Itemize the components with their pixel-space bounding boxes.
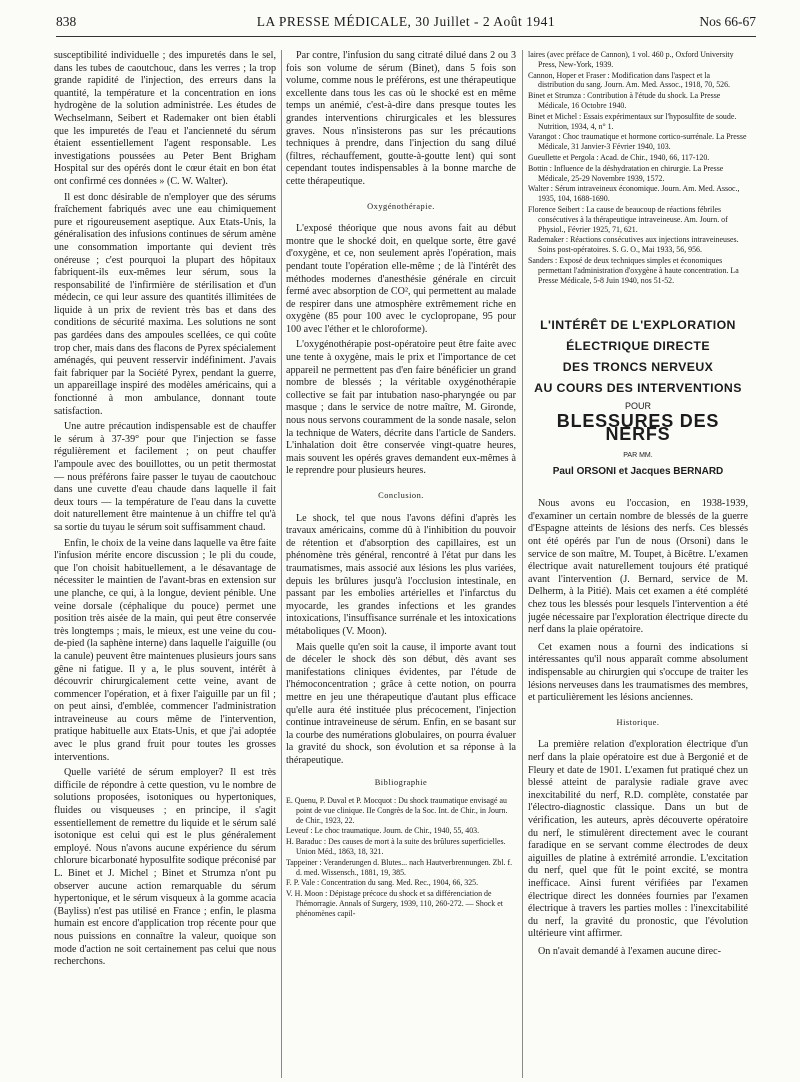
byline-prefix: PAR MM. [623,452,653,460]
article-title-block [528,315,748,478]
column-rule [281,50,282,1078]
paragraph: Par contre, l'infusion du sang citraté dilué dans 2 ou 3 fois son volume de sérum (Binet), dans 5 fois son volume, comme nous le préférons, est une thérapeutique excellente dans tous les cas où le shocké est en même temps un anémié, c'est-à-dire dans presque toutes les grandes interventions chirurgicales et les blessures graves. Nous n'insisterons pas sur les précautions techniques à prendre, dans l'injection du sang dilué (filtres, réchauffement, goutte-à-goutte lent) qui sont cependant toutes indispensables à la bonne marche de cette thérapeutique. [286,50,516,187]
reference: Bottin : Influence de la déshydratation en chirurgie. La Presse Médicale, 25-29 Novembre 1939, 1572. [528,163,724,183]
page-number: 838 [56,14,77,29]
paragraph: Le shock, tel que nous l'avons défini d'après les travaux américains, comme dû à l'inhibition du pouvoir de rétention et d'absorption des capillaires, est un phénomène très général, rencontré à l'état pur dans les traumatismes, mais associé aux lésions les plus variées, depuis les brûlures jusqu'à l'occlusion intestinale, en passant par les embolies artérielles et l'infarctus du myocarde, les grandes infections et les grandes intoxications, l'insuffisance surrénale et les intoxications métaboliques (V. Moon). [286,512,516,637]
reference: Leveuf : Le choc traumatique. Journ. de Chir., 1940, 55, 403. [286,826,480,836]
reference: laires (avec préface de Cannon), 1 vol. 460 p., Oxford University Press, New-York, 1939. [528,50,734,69]
paragraph: L'exposé théorique que nous avons fait au début montre que le shocké doit, en quelque sorte, être gavé d'oxygène, et ce, non seulement après l'opération, mais pendant toute l'opération elle-même ; de là l'intérêt des méthodes modernes d'anesthésie générale en circuit fermé avec absorption de CO², qui permettent au malade de respirer dans une atmosphère extrêmement riche en oxygène (85 pour 100 avec le cyclopropane, 95 pour 100 avec l'éther et le chloroforme). [286,223,516,335]
article-title-line: ÉLECTRIQUE DIRECTE [566,339,710,354]
article-title-line: DES TRONCS NERVEUX [562,360,714,375]
reference: Walter : Sérum intraveineux économique. Journ. Am. Med. Assoc., 1935, 104, 1688-1690. [528,184,740,204]
reference: Gueullette et Pergola : Acad. de Chir., 1940, 66, 117-120. [528,152,710,162]
journal-title: LA PRESSE MÉDICALE, 30 Juillet - 2 Août 1941 [256,14,556,29]
paragraph: Mais quelle qu'en soit la cause, il importe avant tout de déceler le shock dès son début, dès avant ses manifestations cliniques évidentes, par l'étude de l'hémoconcentration ; grâce à cette notion, on pourra mettre en jeu une thérapeutique d'autant plus efficace qu'elle aura été instituée plus précocement, l'injection continue intraveineuse de sérum. Enfin, en se basant sur la courbe des numérations globulaires, on pourra évaluer la gravité du shock, son évolution et sa réponse à la thérapeutique. [286,641,516,766]
page-header [56,10,756,37]
paragraph: La première relation d'exploration électrique d'un nerf dans la plaie opératoire est due à Bergonié et de Fleury et date de 1901. L'examen fut pratiqué chez un blessé atteint de paralysie radiale grave avec inexcitabilité du nerf, R.D. complète, constatée par l'électro-diagnostic classique. Dans un but de vérification, les auteurs, après découverte opératoire du nerf, le stimulèrent directement avec le courant faradique en se servant comme électrodes de deux aiguilles de platine à extrémité arrondie. L'excitation du nerf, quel que fût le point excité, se montra inefficace. Ainsi furent vérifiées par l'examen électrique direct les données fournies par l'examen électrique à travers les parties molles : l'inexcitabilité du nerf, la gravité du pronostic, que l'évolution ultérieure vint affirmer. [528,739,748,940]
reference: E. Quenu, P. Duval et P. Mocquot : Du shock traumatique envisagé au point de vue clinique. IIe Congrès de la Soc. Int. de Chir., in Journ. de Chir., 1923, 22. [286,796,508,825]
article-authors: Paul ORSONI et Jacques BERNARD [552,465,724,477]
reference: Binet et Strumza : Contribution à l'étude du shock. La Presse Médicale, 16 Octobre 1940. [528,91,721,110]
reference: Sanders : Exposé de deux techniques simples et économiques permettant l'administration d'oxygène à haute concentration. La Presse Médicale, 5-8 Juin 1940, nos 51-52. [528,255,739,285]
reference: Cannon, Hoper et Fraser : Modification dans l'aspect et la distribution du sang. Journ. Am. Med. Assoc., 1918, 70, 526. [528,70,731,90]
reference: H. Baraduc : Des causes de mort à la suite des brûlures superficielles. Union Méd., 1863, 18, 321. [286,837,506,857]
paragraph: susceptibilité individuelle ; des impuretés dans le sel, dans les tubes de caoutchouc, dans les verres ; la trop grande rapidité de l'injection, des erreurs dans la quantité, la température et la concentration en ions hydrogène de la solution administrée. Les études de Wechselmann, Seibert et Rademaker ont bien établi que les impuretés de l'eau et l'ancienneté du sérum étaient essentiellement l'agent responsable. Les investigations poussées au Peter Bent Brigham Hospital sur des opérés dont le cœur était en bon état ont confirmé ces données » (C. W. Walter). [54,50,276,187]
reference: Binet et Michel : Essais expérimentaux sur l'hyposulfite de soude. Nutrition, 1934, 4, n° 1. [528,111,737,131]
paragraph: L'oxygénothérapie post-opératoire peut être faite avec une tente à oxygène, mais le prix et l'importance de cet appareil ne permettent pas d'en faire bénéficier un grand nombre de blessés ; la véritable oxygénothérapie collective se fait par intubation naso-pharyngée ou par masque ; dans le service de notre maître, M. Gironde, nous nous servons couramment de la sonde nasale, selon la technique de Waters, décrite dans l'article de Sanders. L'inhalation doit être conservée vingt-quatre heures, mais souvent les opérés graves demandent eux-mêmes à le reprendre pour plusieurs heures. [286,339,516,477]
section-heading: Bibliographie [374,778,428,788]
reference: Florence Seibert : La cause de beaucoup de réactions fébriles consécutives à la thérapeutique intraveineuse. Am. Journ. of Physiol., Février 1925, 71, 621. [528,204,728,234]
reference: Rademaker : Réactions consécutives aux injections intraveineuses. Soins post-opératoires. S. G. O., Mai 1933, 56, 956. [528,235,739,255]
paragraph: Une autre précaution indispensable est de chauffer le sérum à 37-39° pour que l'injection se fasse régulièrement et facilement ; on peut chauffer l'ampoule avec des bouillottes, ou un petit thermostat — nous préférons faire passer le tuyau de caoutchouc dans une cuvette d'eau chaude dans laquelle il fait deux tours — la température de l'eau dans la cuvette doit naturellement être maintenue à un chiffre tel qu'à sa sortie du tuyau le sérum soit suffisamment chaud. [54,421,276,533]
paragraph: Enfin, le choix de la veine dans laquelle va être faite l'infusion mérite encore discussion ; le pli du coude, que l'on choisit habituellement, a le désavantage de nécessiter le maintien de l'avant-bras en extension sur une planche, ce qui, à la longue, devient pénible. Une veine dorsale (céphalique du pouce) permet une position très aisée de la main, qui peut être conservée très longtemps ; mais, le mieux, est une veine du cou-de-pied (la saphène interne) dans laquelle l'aiguille (ou la canule) peuvent être maintenues plusieurs jours sans gêne ni fatigue. Il y a, le plus souvent, intérêt à découvrir chirurgicalement cette veine, avant de commencer l'opération, et à fixer l'aiguille par un fil ; on peut ainsi, d'emblée, commencer l'administration intraveineuse au cours même de l'intervention, pratique habituelle aux Etats-Unis, et que j'ai adoptée avec le plus grand fruit pour toutes les grosses interventions. [54,537,276,763]
reference: Varangot : Choc traumatique et hormone cortico-surrénale. La Presse Médicale, 31 Janvier-3 Février 1940, 103. [528,132,747,152]
reference: V. H. Moon : Dépistage précoce du shock et sa différenciation de l'hémorragie. Annals of Surgery, 1939, 110, 260-272. — Shock et phénomènes capil- [286,889,503,918]
column-middle [286,50,516,1080]
article-title-line: AU COURS DES INTERVENTIONS [534,381,742,396]
column-rule [522,50,523,1078]
paragraph: Quelle variété de sérum employer? Il est très difficile de répondre à cette question, vu le nombre de solutions proposées, isotoniques ou hypertoniques, fluides ou visqueuses ; en principe, il s'agit essentiellement de remettre du liquide et le sérum salé isotonique est celui qui est le plus généralement employé. Nous n'avons aucune expérience du sérum chlorure bicarbonaté hyposulfite sodique préconisé par L. Binet et J. Michel ; Binet et Strumza n'ont pu observer aucune action remarquable du sérum hypertonique, et le sérum visqueux à la gomme acacia (Bayliss) n'est pas utilisé en France ; enfin, le plasma humain est encore d'application trop récente pour que nous puissions en connaître la valeur, quoique son mode d'action ne soit certainement pas celui que nous recherchons. [54,767,276,968]
column-right [528,50,748,1080]
issue-number: Nos 66-67 [699,14,756,29]
article-title-line: L'INTÉRÊT DE L'EXPLORATION [540,318,736,333]
paragraph: On n'avait demandé à l'examen aucune direc- [538,945,721,957]
section-heading: Conclusion. [378,491,424,500]
article-title-connector: POUR [624,401,651,412]
reference: Tappeiner : Veranderungen d. Blutes... nach Hautverbrennungen. Zbl. f. d. med. Wissensch., 1881, 19, 385. [286,857,513,877]
article-main-title: BLESSURES DES NERFS [556,410,720,444]
reference: F. P. Vale : Concentration du sang. Med. Rec., 1904, 66, 325. [286,878,479,888]
section-heading: Oxygénothérapie. [367,201,435,211]
paragraph: Il est donc désirable de n'employer que des sérums fraîchement fabriqués avec une eau chimiquement pure et rigoureusement aseptique. Aux Etats-Unis, la généralisation des infusions continues de sérum amène une consommation importante qui devient très onéreuse ; c'est pourquoi la plupart des hôpitaux fabriquent-ils eux-mêmes leur sérum, sous la responsabilité de l'infirmière de stérilisation et d'un médecin, ce qui leur assure des quantités illimitées de liquide à un prix de revient très bas et dans des conditions de sécurité maxima. Les solutions ne sont pas gardées dans des ampoules scellées, ce qui coûte trop cher, mais dans des flacons de Pyrex spécialement aménagés, qui peuvent resservir indéfiniment. J'avais fait fabriquer par la Société Pyrex, pendant la guerre, un appareillage inspiré des modèles américains, qui a fonctionné à mon ambulance, donnant toute satisfaction. [54,191,276,417]
section-heading: Historique. [616,717,660,727]
paragraph: Cet examen nous a fourni des indications si intéressantes qu'il nous apparaît comme absolument indispensable au chirurgien qui s'occupe de traiter les lésions nerveuses dans les traumatismes des membres, et particulièrement les lésions anciennes. [528,641,748,704]
paragraph: Nous avons eu l'occasion, en 1938-1939, d'examiner un certain nombre de blessés de la guerre d'Espagne atteints de lésions des nerfs. Ces blessés ont été opérés par l'un de nous (Orsoni) dans le service de son maître, M. Toupet, à Bicêtre. L'examen électrique avait naturellement toujours été pratiqué avant l'intervention (J. Bernard, service de M. Delherm, à la Pitié). Mais cet examen a été complété chez tous les blessés pour lesquels l'intervention a été jugée nécessaire par l'exploration électrique directe du nerf dans la plaie opératoire. [528,498,748,636]
column-left [54,50,276,1080]
